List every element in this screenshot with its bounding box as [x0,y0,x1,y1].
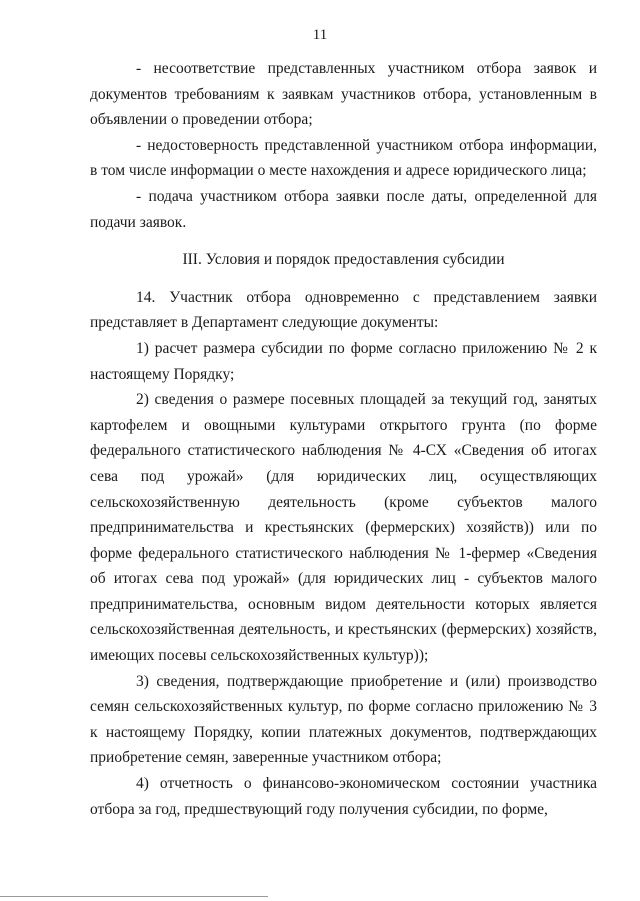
paragraph-subitem-1: 1) расчет размера субсидии по форме согласно приложению № 2 к настоящему Порядку; [90,339,597,383]
document-body [90,56,597,822]
paragraph-subitem-4: 4) отчетность о финансово-экономическом состоянии участника отбора за год, предшествующий году получения субсидии, по форме, [90,775,597,818]
paragraph-mismatch: - несоответствие представленных участником отбора заявок и документов требованиям к заявкам участников отбора, установленным в объявлении о проведении отбора; [90,60,597,129]
section-heading: III. Условия и порядок предоставления субсидии [182,251,505,269]
bottom-rule [0,896,268,897]
paragraph-subitem-3: 3) сведения, подтверждающие приобретение и (или) производство семян сельскохозяйственных культур, по форме согласно приложению № 3 к настоящему Порядку, копии платежных документов, подтверждающих приобретение семян, заверенные участником отбора; [90,672,597,767]
paragraph-unreliable-info: - недостоверность представленной участником отбора информации, в том числе информации о месте нахождения и адресе юридического лица; [90,136,597,180]
page-number: 11 [312,27,328,43]
paragraph-late-submission: - подача участником отбора заявки после даты, определенной для подачи заявок. [90,187,597,231]
paragraph-subitem-2: 2) сведения о размере посевных площадей за текущий год, занятых картофелем и овощными культурами открытого грунта (по форме федерального статистического наблюдения № 4-СХ «Сведения об итогах сева под урожай» (для юридических лиц, осуществляющих сельскохозяйственную деятельность (кроме субъектов малого предпринимательства и крестьянских (фермерских) хозяйств)) или по форме федерального статистического наблюдения № 1-фермер «Сведения об итогах сева под урожай» (для юридических лиц - субъектов малого предпринимательства, основным видом деятельности которых является сельскохозяйственная деятельность, и крестьянских (фермерских) хозяйств, имеющих посевы сельскохозяйственных культур)); [90,391,597,665]
paragraph-item-14: 14. Участник отбора одновременно с представлением заявки представляет в Департамент следующие документы: [90,288,597,332]
